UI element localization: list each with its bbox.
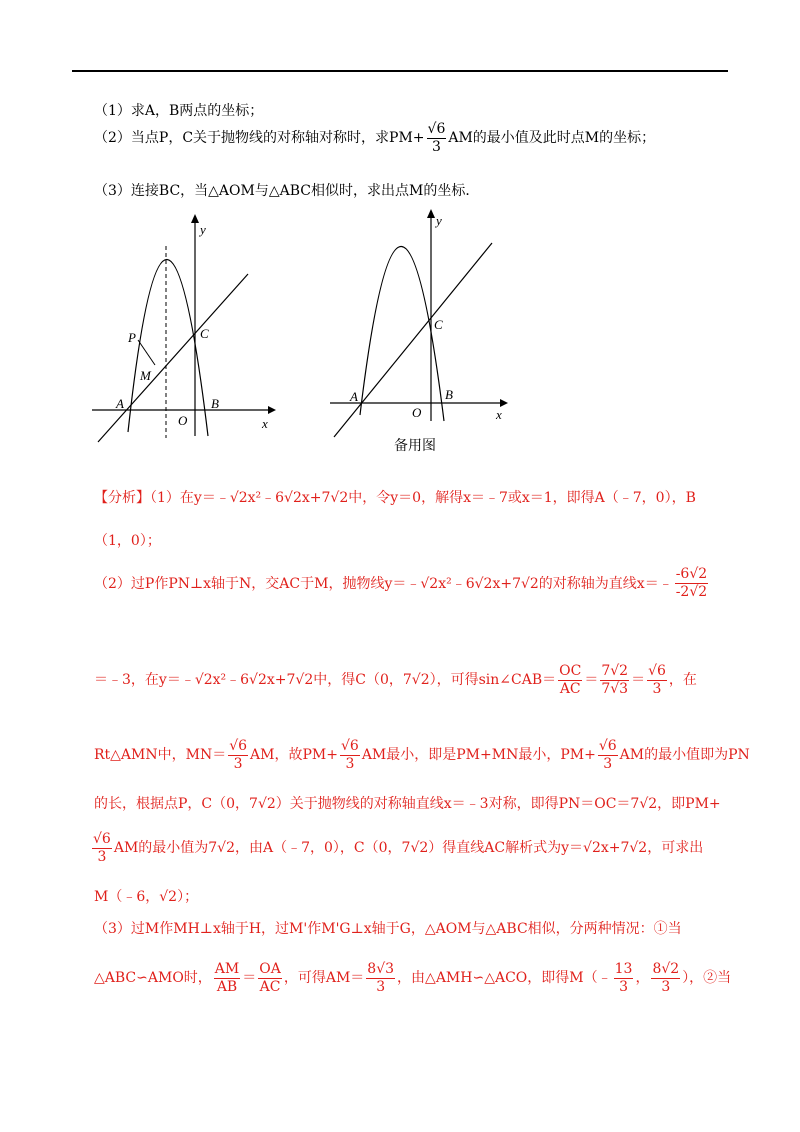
analysis-line-8: M（﹣6，√2）； <box>94 889 199 905</box>
analysis-line-4-text: ＝﹣3，在y＝﹣√2x²﹣6√2x+7√2中，得C（0，7√2），可得sin∠CAB＝ <box>94 672 557 689</box>
comma: ， <box>635 970 650 987</box>
analysis-line-4 <box>94 664 697 696</box>
fig1-label-c: C <box>200 326 209 341</box>
analysis-line-10-b: ，可得AM＝ <box>283 970 365 987</box>
fraction-axis-of-symmetry: $\frac{-6√2}{-2√2}$ <box>675 566 708 600</box>
fig1-label-p: P <box>128 330 136 345</box>
analysis-line-3 <box>94 567 710 599</box>
analysis-line-10-c: ，由△AMH∽△ACO，即得M（﹣ <box>397 970 612 987</box>
analysis-line-1: 【分析】（1）在y＝﹣√2x²﹣6√2x+7√2中，令y＝0，解得x＝﹣7或x＝1，即得A（﹣7，0），B <box>94 490 696 506</box>
figure-2 <box>320 205 520 455</box>
fig2-label-x: x <box>496 407 502 422</box>
analysis-line-5-b: AM，故PM+ <box>250 747 338 764</box>
fraction-am-over-ab: $\frac{AM}{AB}$ <box>214 961 240 995</box>
fig2-x-arrow <box>500 399 508 407</box>
fig2-label-a: A <box>350 389 358 404</box>
analysis-line-6: 的长，根据点P，C（0，7√2）关于抛物线的对称轴直线x＝﹣3对称，即得PN＝OC＝7√2，即PM+ <box>94 796 721 812</box>
fig2-label-c: C <box>434 317 443 332</box>
fraction-oa-over-ac: $\frac{OA}{AC}$ <box>259 961 281 995</box>
fraction-sqrt6-over-3: $\frac{√6}{3}$ <box>93 831 111 865</box>
fraction-sqrt6-over-3: $\frac{√6}{3}$ <box>229 738 248 772</box>
fig1-label-x: x <box>262 416 268 431</box>
question-1: （1）求A，B两点的坐标； <box>94 103 264 119</box>
fig2-label-o: O <box>412 405 422 420</box>
fig1-x-arrow <box>268 406 276 414</box>
analysis-line-7-text: AM的最小值为7√2，由A（﹣7，0），C（0，7√2）得直线AC解析式为y＝√2x+7√2，可求出 <box>113 840 704 857</box>
analysis-line-5 <box>94 739 750 771</box>
fraction-8sqrt2-over-3: $\frac{8√2}{3}$ <box>652 961 680 995</box>
fraction-13-over-3: $\frac{13}{3}$ <box>614 961 633 995</box>
fig1-line-ac <box>98 274 248 442</box>
analysis-line-10 <box>94 962 731 994</box>
equals-sign: ＝ <box>584 672 599 689</box>
figure-1 <box>88 210 288 445</box>
fig1-label-a: A <box>116 396 124 411</box>
fig2-caption: 备用图 <box>394 439 436 454</box>
fraction-7sqrt2-over-7sqrt3: $\frac{7√2}{7√3}$ <box>601 663 629 697</box>
analysis-line-10-a: △ABC∽AMO时， <box>94 970 212 987</box>
fig1-y-arrow <box>191 214 199 223</box>
fraction-sqrt6-over-3: $\frac{√6}{3}$ <box>598 738 617 772</box>
analysis-line-4-tail: ，在 <box>668 672 697 689</box>
equals-sign: ＝ <box>242 970 257 987</box>
analysis-line-9: （3）过M作MH⊥x轴于H，过M'作M'G⊥x轴于G，△AOM与△ABC相似，分两种情况：①当 <box>94 921 682 937</box>
fraction-sqrt6-over-3: $\frac{√6}{3}$ <box>648 663 666 697</box>
question-2-prefix: （2）当点P，C关于抛物线的对称轴对称时，求PM+ <box>94 130 425 147</box>
question-2 <box>94 122 655 154</box>
fig2-label-b: B <box>445 387 453 402</box>
fraction-8sqrt3-over-3: $\frac{8√3}{3}$ <box>367 961 395 995</box>
analysis-line-2: （1，0）； <box>94 533 161 549</box>
header-rule <box>72 70 728 72</box>
fig1-label-y: y <box>200 222 206 237</box>
fraction-oc-over-ac: $\frac{OC}{AC}$ <box>559 663 582 697</box>
analysis-line-5-c: AM最小，即是PM+MN最小，PM+ <box>361 747 596 764</box>
fig1-segment-pm <box>138 340 155 365</box>
analysis-line-3-text: （2）过P作PN⊥x轴于N，交AC于M，抛物线y＝﹣√2x²﹣6√2x+7√2的对称轴为直线x＝﹣ <box>94 576 673 593</box>
question-2-suffix: AM的最小值及此时点M的坐标； <box>448 130 656 147</box>
analysis-line-10-d: ），②当 <box>682 970 732 987</box>
fraction-sqrt6-over-3: $\frac{√6}{3}$ <box>427 121 446 155</box>
fig1-label-m: M <box>140 368 151 383</box>
fig2-y-arrow <box>427 209 435 218</box>
analysis-line-5-a: Rt△AMN中，MN＝ <box>94 747 227 764</box>
equals-sign: ＝ <box>631 672 646 689</box>
fraction-sqrt6-over-3: $\frac{√6}{3}$ <box>340 738 359 772</box>
question-3: （3）连接BC，当△AOM与△ABC相似时，求出点M的坐标． <box>94 183 480 199</box>
fig2-label-y: y <box>436 213 442 228</box>
analysis-line-7 <box>90 832 703 864</box>
analysis-line-5-d: AM的最小值即为PN <box>619 747 750 764</box>
fig1-label-b: B <box>211 396 219 411</box>
fig1-label-o: O <box>178 413 188 428</box>
